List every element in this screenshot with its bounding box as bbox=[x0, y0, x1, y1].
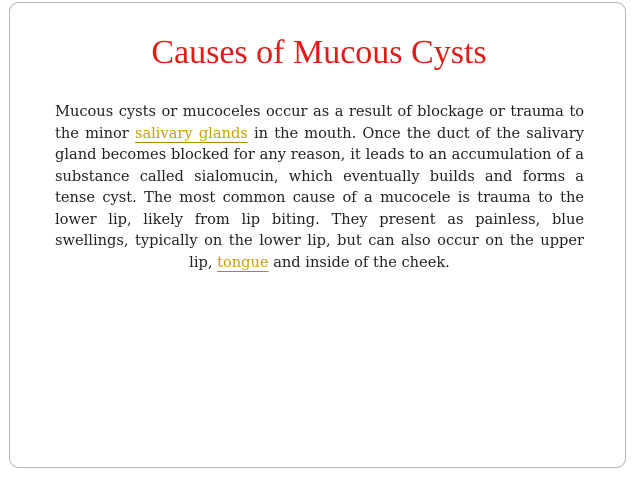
tongue-link[interactable]: tongue bbox=[217, 253, 269, 271]
paragraph-text-3: and inside of the cheek. bbox=[268, 253, 450, 271]
slide-title: Causes of Mucous Cysts bbox=[151, 34, 487, 71]
body-paragraph bbox=[55, 101, 584, 273]
salivary-glands-link[interactable]: salivary glands bbox=[134, 124, 248, 142]
paragraph-text-2: in the mouth. Once the duct of the salivary gland becomes blocked for any reason, it leads to an accumulation of a substance called sialomucin, which eventually builds and forms a tense cyst. The most common cause of a mucocele is trauma to the lower lip, likely from lip biting. They present as painless, blue swellings, typically on the lower lip, but can also occur on the upper lip, bbox=[55, 124, 584, 271]
paragraph-text-1: Mucous cysts or mucoceles occur as a result of blockage or trauma to the minor bbox=[55, 103, 584, 142]
